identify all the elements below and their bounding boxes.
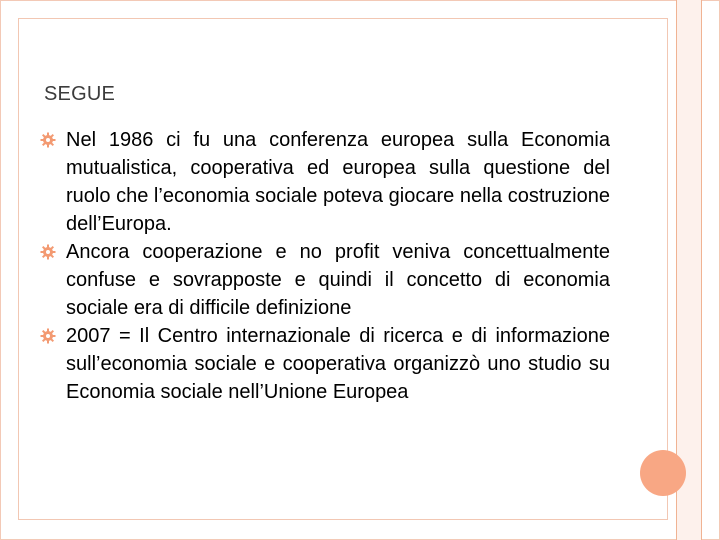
bullet-text: Ancora cooperazione e no profit veniva concettualmente confuse e sovrapposte e quindi il concetto di economia sociale era di difficile definizione: [66, 241, 610, 319]
bullet-item: [66, 322, 610, 406]
gear-icon: [40, 244, 56, 260]
bullet-list: [0, 126, 720, 406]
bullet-item: [66, 238, 610, 322]
gear-icon: [40, 132, 56, 148]
bullet-text: Nel 1986 ci fu una conferenza europea sulla Economia mutualistica, cooperativa ed europea sulla questione del ruolo che l’economia sociale poteva giocare nella costruzione dell’Europa.: [66, 129, 610, 235]
accent-circle: [640, 450, 686, 496]
slide-title: SEGUE: [44, 83, 116, 105]
bullet-text: 2007 = Il Centro internazionale di ricerca e di informazione sull’economia sociale e cooperativa organizzò uno studio su Economia sociale nell’Unione Europea: [66, 325, 610, 403]
gear-icon: [40, 328, 56, 344]
bullet-item: [66, 126, 610, 238]
